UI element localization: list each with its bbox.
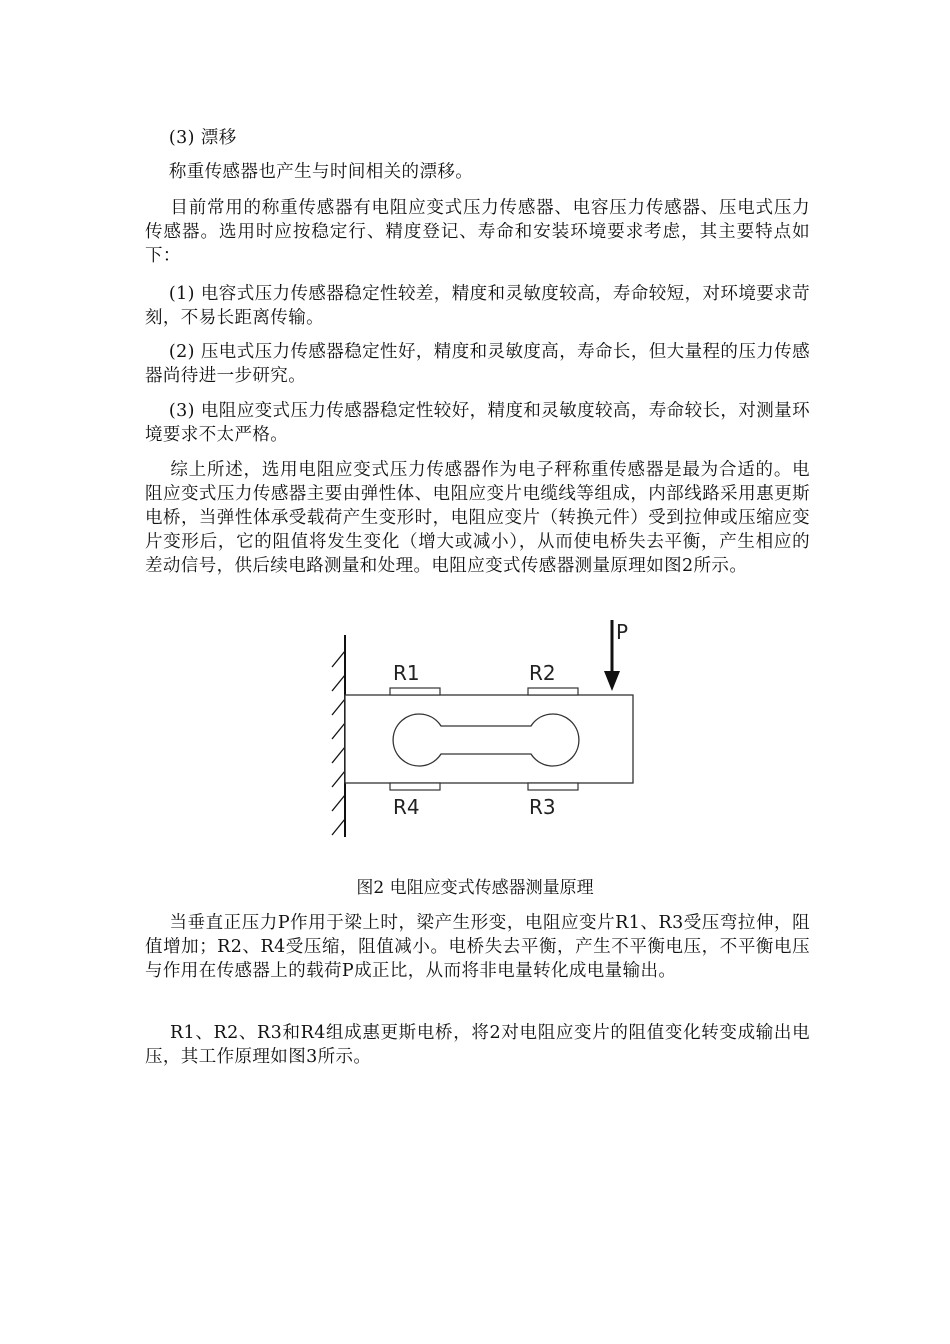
label-r4: R4: [393, 795, 420, 819]
figure-caption: 图2 电阻应变式传感器测量原理: [356, 878, 594, 898]
strain-gauge-r2: [528, 688, 578, 695]
strain-gauge-r3: [528, 783, 578, 790]
paragraph-drift-heading: (3) 漂移: [145, 128, 237, 148]
paragraph-bridge: R1、R2、R3和R4组成惠更斯电桥，将2对电阻应变片的阻值变化转变成输出电压，其工作原理如图3所示。: [145, 1023, 811, 1067]
strain-gauge-diagram: [320, 615, 640, 845]
label-r2: R2: [529, 661, 556, 685]
paragraph-capacitive: (1) 电容式压力传感器稳定性较差，精度和灵敏度较高，寿命较短，对环境要求苛刻，不易长距离传输。: [145, 284, 810, 328]
strain-gauge-r1: [390, 688, 440, 695]
paragraph-sensor-types: 目前常用的称重传感器有电阻应变式压力传感器、电容压力传感器、压电式压力传感器。选用时应按稳定行、精度登记、寿命和安装环境要求考虑，其主要特点如下：: [145, 198, 811, 266]
paragraph-load-effect: 当垂直正压力P作用于梁上时，梁产生形变，电阻应变片R1、R3受压弯拉伸，阻值增加；R2、R4受压缩，阻值减小。电桥失去平衡，产生不平衡电压，不平衡电压与作用在传感器上的载荷P成正比，从而将非电量转化成电量输出。: [145, 913, 810, 981]
paragraph-piezoelectric: (2) 压电式压力传感器稳定性好，精度和灵敏度高，寿命长，但大量程的压力传感器尚待进一步研究。: [145, 342, 810, 386]
strain-gauge-r4: [390, 783, 440, 790]
load-arrow-head: [604, 671, 620, 691]
paragraph-drift-body: 称重传感器也产生与时间相关的漂移。: [145, 162, 474, 182]
paragraph-strain-gauge: (3) 电阻应变式压力传感器稳定性较好，精度和灵敏度较高，寿命较长，对测量环境要求不太严格。: [145, 401, 810, 445]
paragraph-summary: 综上所述，选用电阻应变式压力传感器作为电子秤称重传感器是最为合适的。电阻应变式压力传感器主要由弹性体、电阻应变片电缆线等组成，内部线路采用惠更斯电桥，当弹性体承受载荷产生变形时，电阻应变片（转换元件）受到拉伸或压缩应变片变形后，它的阻值将发生变化（增大或减小），从而使电桥失去平衡，产生相应的差动信号，供后续电路测量和处理。电阻应变式传感器测量原理如图2所示。: [145, 460, 811, 576]
label-r1: R1: [393, 661, 420, 685]
label-r3: R3: [529, 795, 556, 819]
wall-hatch: [332, 651, 345, 835]
label-p: P: [616, 620, 629, 644]
